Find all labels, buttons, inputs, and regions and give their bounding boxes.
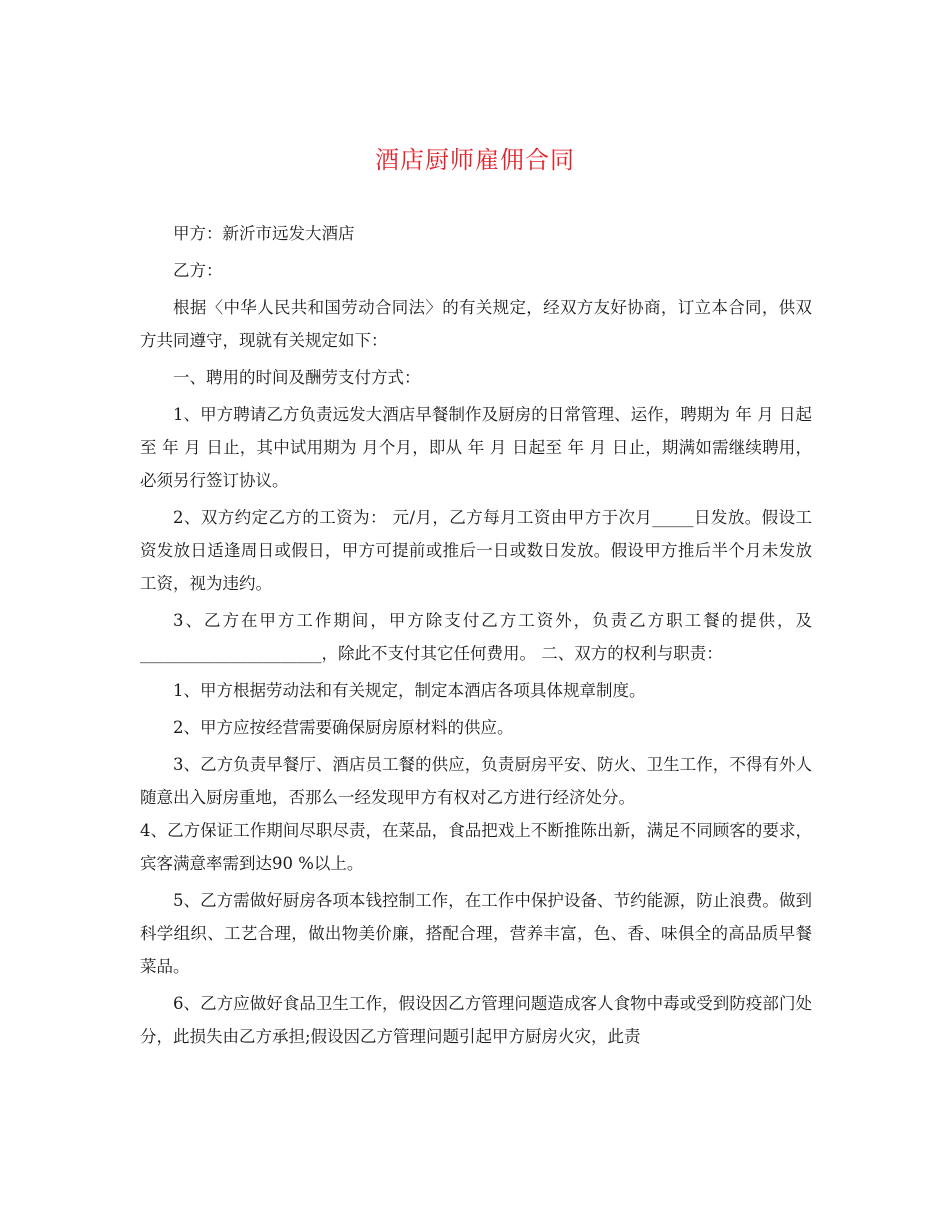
clause-paragraph: 4、乙方保证工作期间尽职尽责，在菜品，食品把戏上不断推陈出新，满足不同顾客的要求，宾客满意率需到达90 %以上。 [140,821,812,873]
clause-paragraph: 5、乙方需做好厨房各项本钱控制工作，在工作中保护设备、节约能源，防止浪费。做到科学组织、工艺合理，做出物美价廉，搭配合理，营养丰富，色、香、味俱全的高品质早餐菜品。 [140,891,812,976]
party-a-line: 甲方：新沂市远发大酒店 [173,224,355,243]
clause-paragraph: 2、甲方应按经营需要确保厨房原材料的供应。 [173,718,514,737]
clause-paragraph: 1、甲方聘请乙方负责远发大酒店早餐制作及厨房的日常管理、运作，聘期为 年 月 日起至 年 月 日止，其中试用期为 月个月，即从 年 月 日起至 年 月 日止，期满如需继续聘用，必须另行签订协议。 [140,405,812,490]
clause-paragraph: 2、双方约定乙方的工资为： 元/月，乙方每月工资由甲方于次月_____日发放。假设工资发放日适逢周日或假日，甲方可提前或推后一日或数日发放。假设甲方推后半个月未发放工资，视为违约。 [140,508,812,593]
preamble-paragraph: 根据〈中华人民共和国劳动合同法〉的有关规定，经双方友好协商，订立本合同，供双方共同遵守，现就有关规定如下： [140,298,812,350]
document-title: 酒店厨师雇佣合同 [375,146,575,174]
document-body [140,217,812,1057]
clause-paragraph: 3、乙方在甲方工作期间，甲方除支付乙方工资外，负责乙方职工餐的提供，及______________________，除此不支付其它任何费用。 二、双方的权利与职责： [140,611,812,663]
section-heading-employment: 一、聘用的时间及酬劳支付方式： [173,368,421,387]
clause-paragraph: 3、乙方负责早餐厅、酒店员工餐的供应，负责厨房平安、防火、卫生工作，不得有外人随意出入厨房重地，否那么一经发现甲方有权对乙方进行经济处分。 [140,755,812,807]
party-b-line: 乙方： [173,261,223,280]
clause-paragraph: 6、乙方应做好食品卫生工作，假设因乙方管理问题造成客人食物中毒或受到防疫部门处分，此损失由乙方承担;假设因乙方管理问题引起甲方厨房火灾，此责 [140,994,812,1046]
clause-paragraph: 1、甲方根据劳动法和有关规定，制定本酒店各项具体规章制度。 [173,681,646,700]
